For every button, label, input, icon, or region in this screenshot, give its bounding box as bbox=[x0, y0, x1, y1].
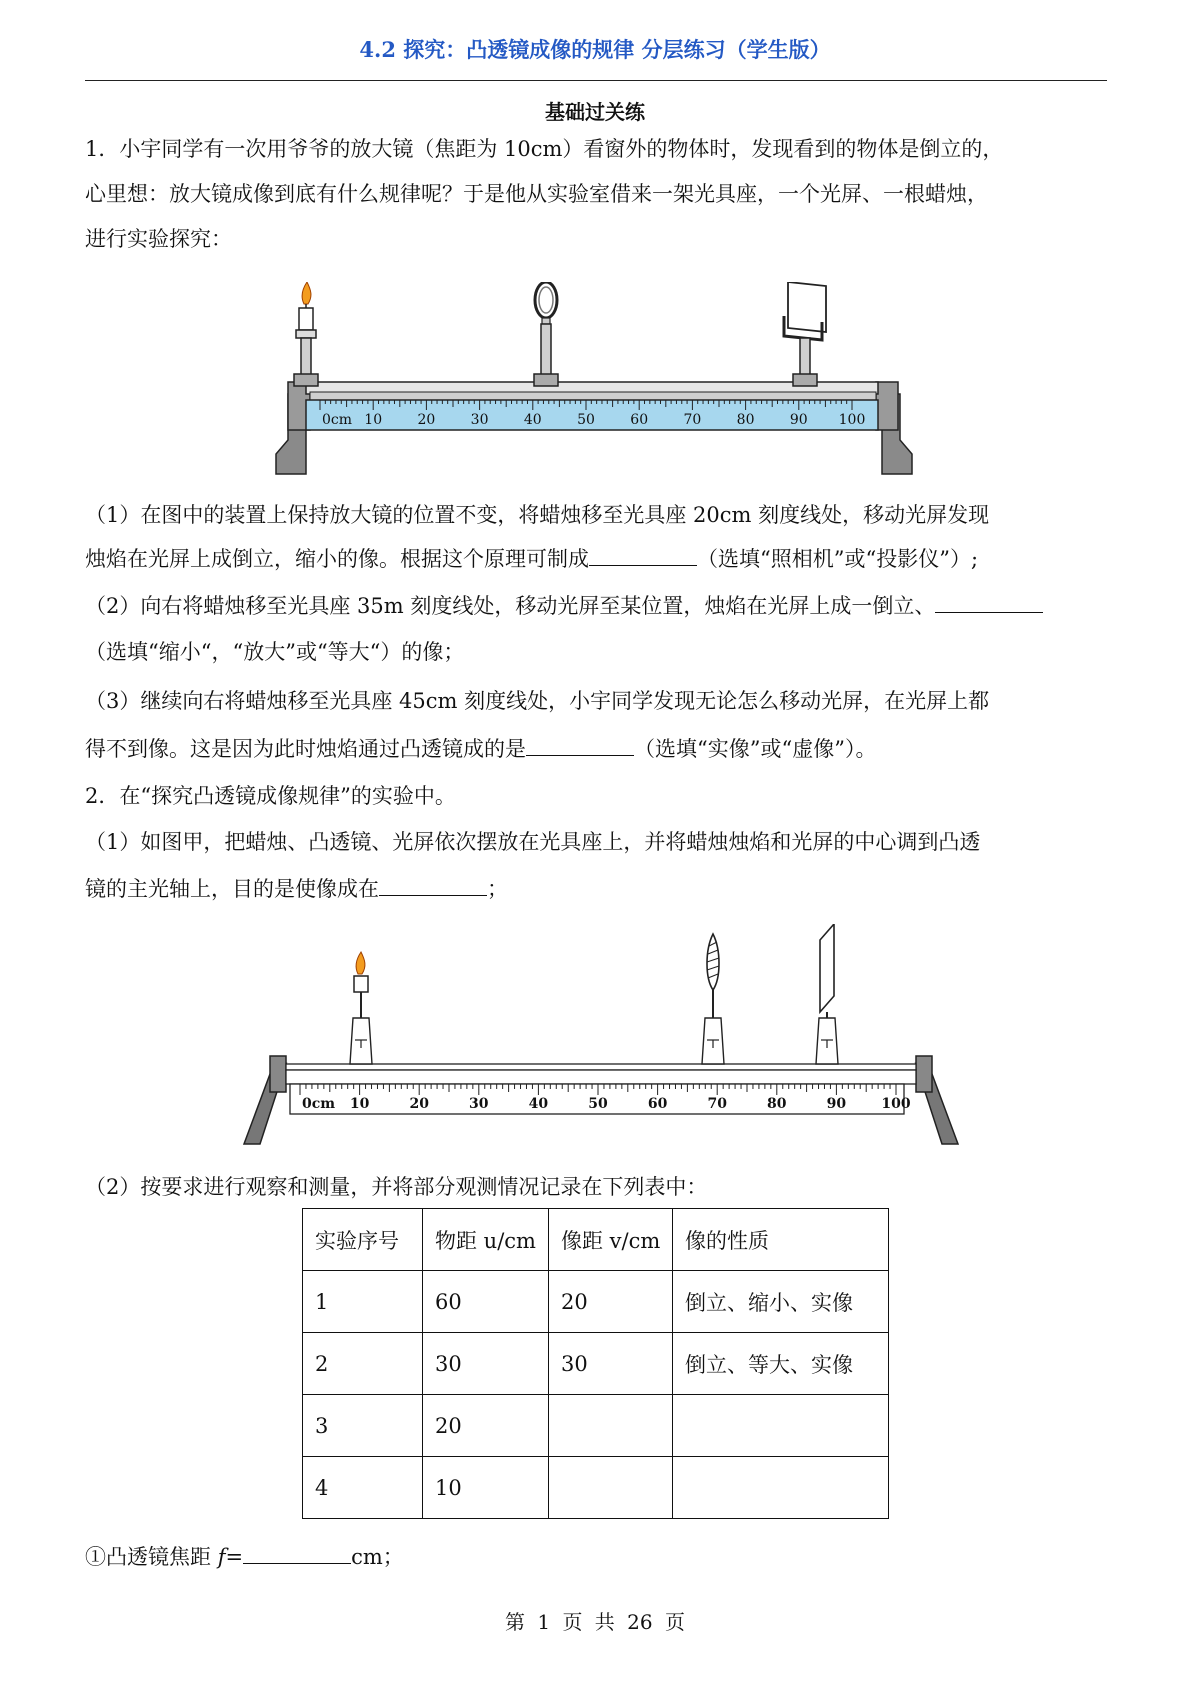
candle-icon bbox=[350, 952, 372, 1064]
table-cell: 3 bbox=[303, 1395, 423, 1457]
scale-label: 100 bbox=[881, 1096, 911, 1112]
q2-focal-text-after: cm； bbox=[351, 1545, 404, 1569]
scale-label: 50 bbox=[577, 412, 595, 428]
magnifier-lens-icon bbox=[534, 282, 558, 386]
table-cell: 4 bbox=[303, 1457, 423, 1519]
scale-label: 10 bbox=[349, 1096, 370, 1112]
scale-label: 40 bbox=[528, 1096, 549, 1112]
q1-part-2-line-b: （选填“缩小“，“放大”或“等大“）的像； bbox=[85, 640, 465, 664]
observation-table bbox=[302, 1208, 889, 1519]
table-header-cell: 像的性质 bbox=[673, 1209, 889, 1271]
q2-part-1-text-after: ； bbox=[487, 877, 508, 901]
light-screen-icon bbox=[784, 282, 826, 386]
scale-label: 0cm bbox=[302, 1096, 336, 1112]
scale-label: 70 bbox=[707, 1096, 727, 1112]
q1-part-3-answer-blank[interactable] bbox=[526, 735, 634, 756]
scale-label: 100 bbox=[838, 412, 866, 428]
q1-part-1-text-before: 烛焰在光屏上成倒立，缩小的像。根据这个原理可制成 bbox=[85, 547, 589, 571]
q2-part-1-line-b bbox=[85, 873, 1110, 903]
table-cell: 20 bbox=[549, 1271, 673, 1333]
scale-label: 60 bbox=[647, 1096, 668, 1112]
q2-focal-variable: f bbox=[217, 1545, 226, 1569]
q1-part-3-text-before: 得不到像。这是因为此时烛焰通过凸透镜成的是 bbox=[85, 737, 526, 761]
q2-focal-equals: = bbox=[225, 1545, 244, 1569]
q2-focal-length-line bbox=[85, 1541, 1110, 1571]
table-row bbox=[303, 1395, 889, 1457]
q1-part-3-line-b bbox=[85, 733, 1110, 763]
section-title: 基础过关练 bbox=[545, 100, 645, 124]
scale-label: 90 bbox=[789, 412, 808, 428]
table-cell: 60 bbox=[423, 1271, 549, 1333]
q2-part-1-line-a: （1）如图甲，把蜡烛、凸透镜、光屏依次摆放在光具座上，并将蜡烛烛焰和光屏的中心调到凸透 bbox=[85, 830, 981, 854]
q2-line-1: 2．在“探究凸透镜成像规律”的实验中。 bbox=[85, 784, 456, 808]
q2-part-1-text-before: 镜的主光轴上，目的是使像成在 bbox=[85, 877, 379, 901]
q1-line-2: 心里想：放大镜成像到底有什么规律呢？于是他从实验室借来一架光具座，一个光屏、一根蜡烛， bbox=[85, 182, 988, 206]
q2-focal-text-before: ①凸透镜焦距 bbox=[85, 1545, 218, 1569]
candle-icon bbox=[294, 282, 318, 386]
table-cell-blank[interactable] bbox=[549, 1457, 673, 1519]
table-row bbox=[303, 1271, 889, 1333]
q2-focal-answer-blank[interactable] bbox=[243, 1543, 351, 1564]
q1-part-2-line-a bbox=[85, 590, 1110, 620]
bench-rail-lower bbox=[286, 1070, 916, 1084]
scale-label: 80 bbox=[736, 412, 755, 428]
scale-label: 20 bbox=[417, 412, 436, 428]
bench-rail-top bbox=[286, 1064, 916, 1070]
table-header-row bbox=[303, 1209, 889, 1271]
q1-part-1-answer-blank[interactable] bbox=[589, 545, 697, 566]
header-divider bbox=[85, 80, 1107, 81]
table-cell: 30 bbox=[423, 1333, 549, 1395]
table-cell: 倒立、缩小、实像 bbox=[673, 1271, 889, 1333]
q1-line-1: 1．小宇同学有一次用爷爷的放大镜（焦距为 10cm）看窗外的物体时，发现看到的物体是倒立的， bbox=[85, 137, 1004, 161]
table-header-cell: 实验序号 bbox=[303, 1209, 423, 1271]
table-cell-blank[interactable] bbox=[673, 1457, 889, 1519]
scale-label: 0cm bbox=[322, 412, 353, 428]
table-cell: 2 bbox=[303, 1333, 423, 1395]
table-row bbox=[303, 1457, 889, 1519]
table-cell-blank[interactable] bbox=[549, 1395, 673, 1457]
q1-part-1-text-after: （选填“照相机”或“投影仪”）; bbox=[697, 547, 979, 571]
q1-line-3: 进行实验探究： bbox=[85, 227, 232, 251]
optical-bench-figure-1 bbox=[270, 282, 920, 482]
table-cell: 10 bbox=[423, 1457, 549, 1519]
scale-label: 30 bbox=[469, 1096, 489, 1112]
page-footer: 第 1 页 共 26 页 bbox=[505, 1610, 685, 1634]
scale-label: 20 bbox=[409, 1096, 429, 1112]
table-cell: 倒立、等大、实像 bbox=[673, 1333, 889, 1395]
table-cell-blank[interactable] bbox=[673, 1395, 889, 1457]
scale-label: 70 bbox=[683, 412, 702, 428]
table-row bbox=[303, 1333, 889, 1395]
bench-rail-bar bbox=[310, 392, 876, 400]
bench-right-end bbox=[876, 382, 898, 430]
q2-part-1-answer-blank[interactable] bbox=[379, 875, 487, 896]
scale-label: 40 bbox=[523, 412, 542, 428]
q1-part-2-text-before: （2）向右将蜡烛移至光具座 35m 刻度线处，移动光屏至某位置，烛焰在光屏上成一倒立、 bbox=[85, 594, 936, 618]
optical-bench-figure-2 bbox=[240, 924, 960, 1154]
table-cell: 1 bbox=[303, 1271, 423, 1333]
table-header-cell: 物距 u/cm bbox=[423, 1209, 549, 1271]
q1-part-2-answer-blank[interactable] bbox=[935, 592, 1043, 613]
scale-label: 80 bbox=[767, 1096, 787, 1112]
q1-part-1-line-b bbox=[85, 543, 1110, 573]
scale-label: 50 bbox=[588, 1096, 608, 1112]
bench-left-end bbox=[270, 1056, 286, 1092]
convex-lens-icon bbox=[702, 934, 724, 1064]
q1-part-3-text-after: （选填“实像”或“虚像”）。 bbox=[634, 737, 877, 761]
q1-part-3-line-a: （3）继续向右将蜡烛移至光具座 45cm 刻度线处，小宇同学发现无论怎么移动光屏，在光屏上都 bbox=[85, 689, 990, 713]
q1-part-1-line-a: （1）在图中的装置上保持放大镜的位置不变，将蜡烛移至光具座 20cm 刻度线处，移动光屏发现 bbox=[85, 503, 990, 527]
scale-label: 90 bbox=[826, 1096, 847, 1112]
light-screen-icon bbox=[816, 924, 838, 1064]
bench-right-end bbox=[916, 1056, 932, 1092]
q2-part-2-line: （2）按要求进行观察和测量，并将部分观测情况记录在下列表中： bbox=[85, 1175, 708, 1199]
scale-label: 30 bbox=[470, 412, 489, 428]
scale-label: 60 bbox=[630, 412, 649, 428]
table-cell: 30 bbox=[549, 1333, 673, 1395]
document-header: 4.2 探究：凸透镜成像的规律 分层练习（学生版） bbox=[359, 37, 831, 62]
table-header-cell: 像距 v/cm bbox=[549, 1209, 673, 1271]
table-cell: 20 bbox=[423, 1395, 549, 1457]
scale-label: 10 bbox=[364, 412, 383, 428]
